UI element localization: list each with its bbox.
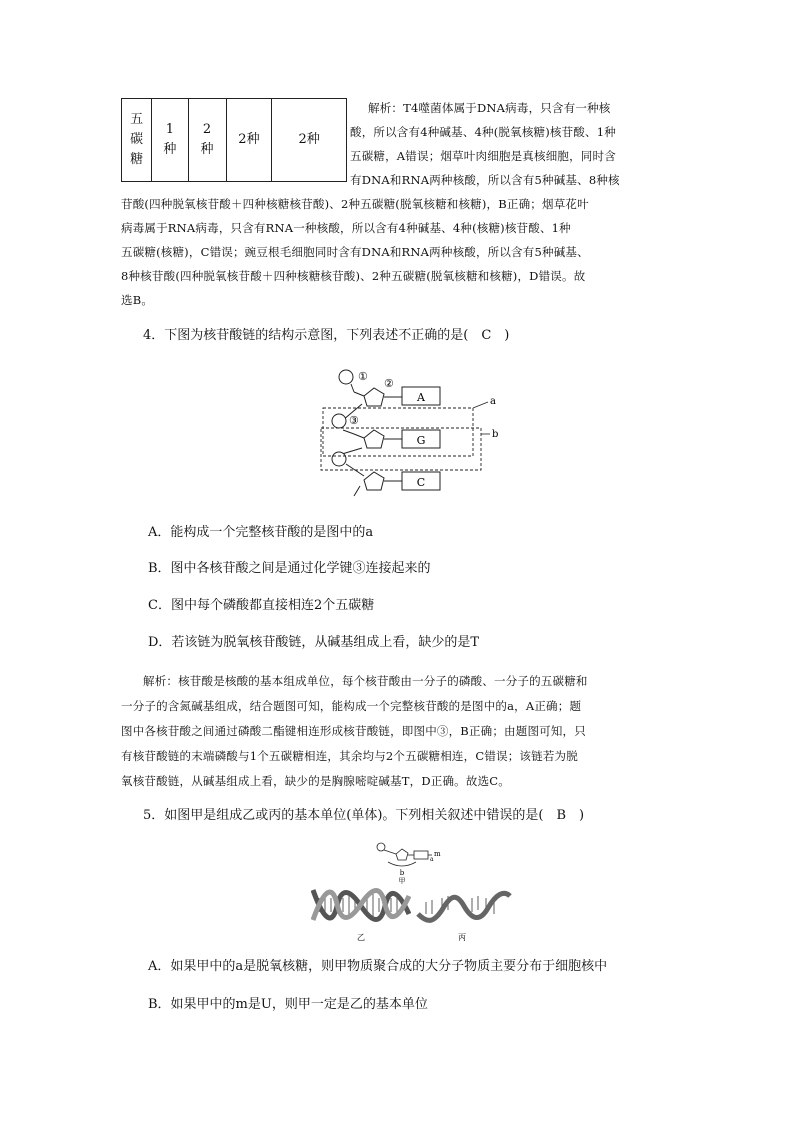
- analysis-line: 有核苷酸链的末端磷酸与1个五碳糖相连，其余均与2个五碳糖相连，C错误；该链若为脱: [121, 749, 578, 763]
- nucleotide-comparison-table: [121, 98, 347, 182]
- option-a: A．如果甲中的a是脱氧核糖，则甲物质聚合成的大分子物质主要分布于细胞核中: [148, 959, 608, 974]
- question-5-stem: 5．如图甲是组成乙或丙的基本单位(单体)。下列相关叙述中错误的是( B ): [143, 808, 585, 823]
- dashed-box-b: [321, 428, 481, 470]
- option-c: C．图中每个磷酸都直接相连2个五碳糖: [148, 598, 375, 613]
- label-jia: 甲: [398, 877, 406, 884]
- phosphate-circle: [332, 414, 346, 428]
- analysis-line: 五碳糖(核糖)，C错误；豌豆根毛细胞同时含有DNA和RNA两种核酸，所以含有5种碱基、: [121, 245, 589, 259]
- table-cell: 2种: [272, 99, 347, 182]
- rna-single-strand-image: [416, 884, 512, 944]
- sugar-pentagon: [364, 430, 384, 448]
- label-yi: 乙: [357, 933, 365, 942]
- label-b: b: [399, 869, 405, 877]
- monomer-diagram: [372, 840, 452, 884]
- table-cell: 1 种: [152, 99, 188, 182]
- bond-label-1: ①: [358, 370, 368, 383]
- dashed-box-a: [323, 408, 473, 456]
- nucleotide-chain-diagram: [318, 362, 504, 508]
- label-bing: 丙: [458, 933, 466, 942]
- option-b: B．如果甲中的m是U，则甲一定是乙的基本单位: [148, 997, 428, 1012]
- sugar-pentagon: [364, 472, 384, 490]
- bond-label-2: ②: [384, 377, 394, 390]
- base-label: A: [417, 391, 425, 404]
- label-a: a: [430, 856, 434, 863]
- box-label-b: b: [492, 429, 499, 440]
- analysis-line: 一分子的含氮碱基组成，结合题图可知，能构成一个完整核苷酸的是图中的a，A正确；题: [121, 699, 582, 713]
- analysis-line: 有DNA和RNA两种核酸，所以含有5种碱基、8种核: [350, 173, 620, 187]
- analysis-line: 氧核苷酸链，从碱基组成上看，缺少的是胸腺嘧啶碱基T，D正确。故选C。: [121, 774, 510, 788]
- analysis-line: 酸，所以含有4种碱基、4种(脱氧核糖)核苷酸、1种: [350, 125, 616, 139]
- option-d: D．若该链为脱氧核苷酸链，从碱基组成上看，缺少的是T: [148, 635, 480, 650]
- analysis-line: 解析：T4噬菌体属于DNA病毒，只含有一种核: [368, 101, 611, 115]
- analysis-line: 图中各核苷酸之间通过磷酸二酯键相连形成核苷酸链，即图中③，B正确；由题图可知，只: [121, 724, 586, 738]
- analysis-line: 8种核苷酸(四种脱氧核苷酸＋四种核糖核苷酸)、2种五碳糖(脱氧核糖和核糖)，D错误。故: [121, 269, 586, 283]
- dna-double-helix-image: [311, 884, 411, 944]
- phosphate-circle: [339, 370, 353, 384]
- box-label-a: a: [490, 396, 496, 407]
- base-label: G: [416, 434, 426, 447]
- base-label: C: [416, 476, 426, 489]
- analysis-line: 选B。: [121, 293, 154, 307]
- phosphate-circle: [332, 452, 346, 466]
- analysis-line: 解析：核苷酸是核酸的基本组成单位，每个核苷酸由一分子的磷酸、一分子的五碳糖和: [143, 674, 588, 688]
- table-row-label: 五 碳 糖: [122, 99, 152, 182]
- analysis-line: 五碳糖，A错误；烟草叶肉细胞是真核细胞，同时含: [350, 149, 616, 163]
- question-4-stem: 4．下图为核苷酸链的结构示意图，下列表述不正确的是( C ): [143, 328, 510, 343]
- table-cell: 2 种: [188, 99, 226, 182]
- label-m: m: [434, 850, 441, 858]
- bond-label-3: ③: [349, 414, 359, 427]
- table-cell: 2种: [226, 99, 272, 182]
- option-b: B．图中各核苷酸之间是通过化学键③连接起来的: [148, 561, 431, 576]
- option-a: A．能构成一个完整核苷酸的是图中的a: [148, 525, 374, 540]
- sugar-pentagon: [364, 388, 384, 406]
- analysis-line: 苷酸(四种脱氧核苷酸＋四种核糖核苷酸)、2种五碳糖(脱氧核糖和核糖)，B正确；烟草花叶: [121, 197, 589, 211]
- analysis-line: 病毒属于RNA病毒，只含有RNA一种核酸，所以含有4种碱基、4种(核糖)核苷酸、1种: [121, 221, 571, 235]
